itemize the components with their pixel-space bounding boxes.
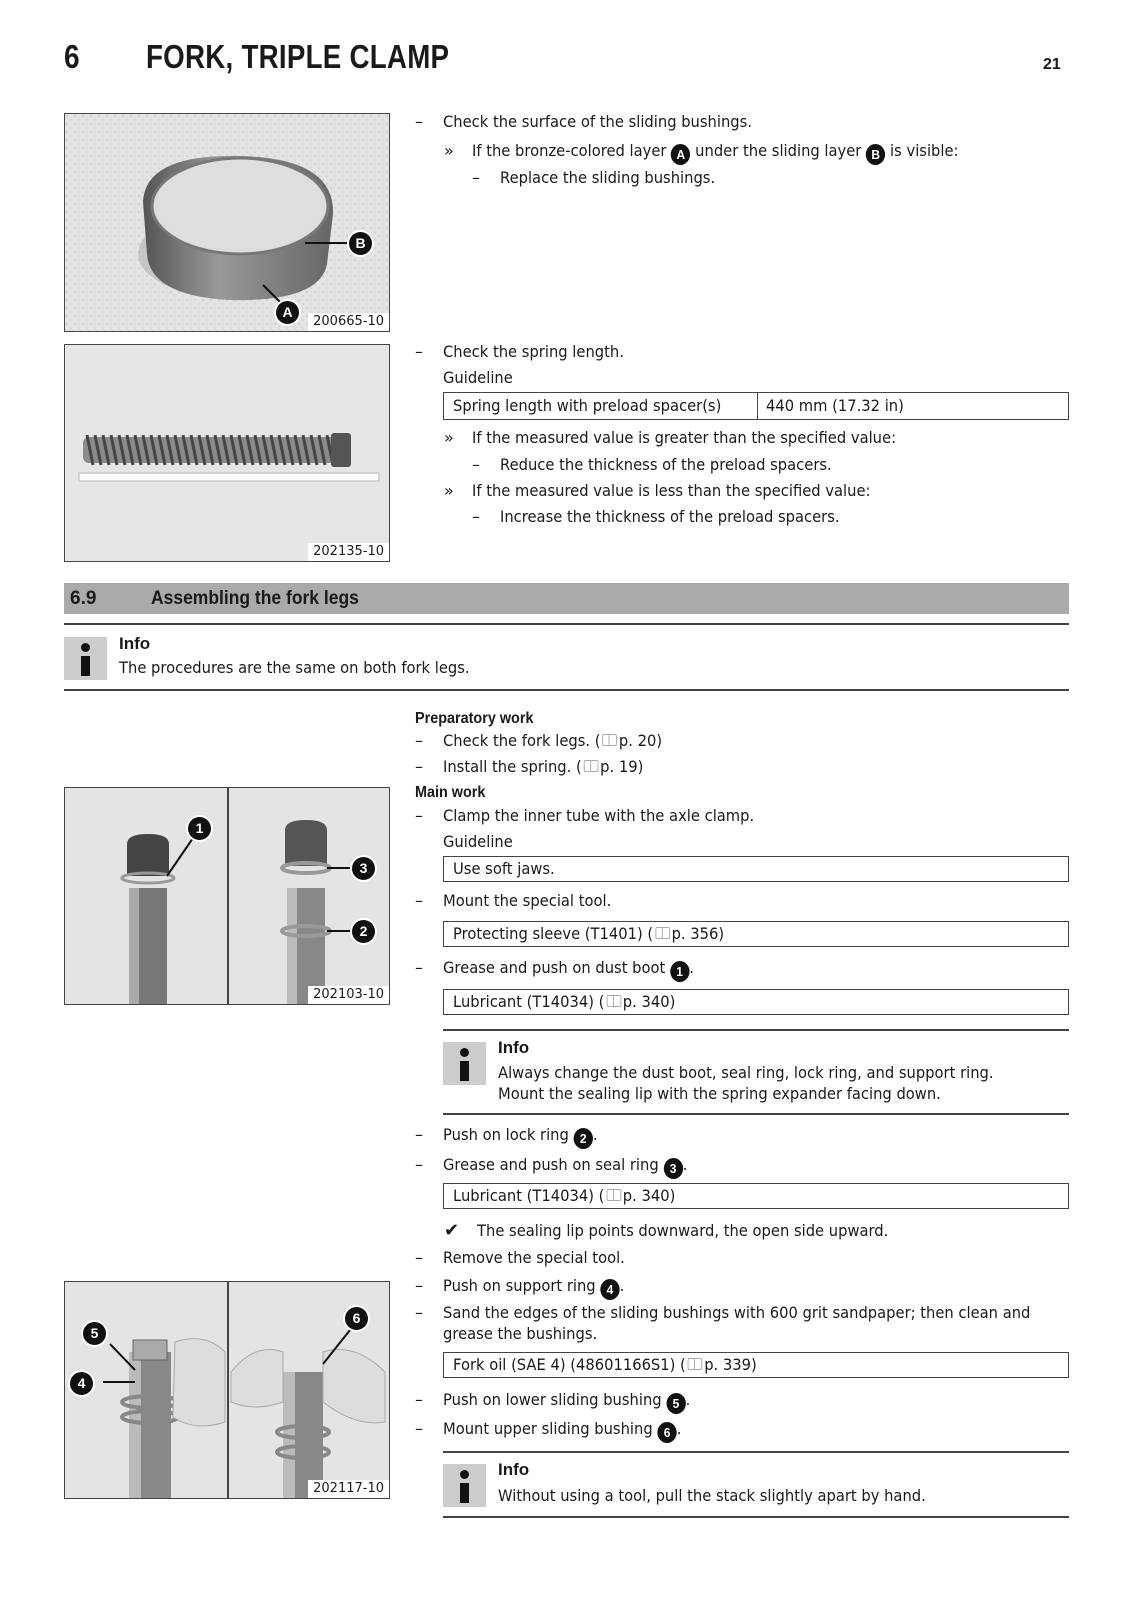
divider <box>443 1029 1069 1031</box>
step-text: Grease and push on seal ring <box>443 1155 659 1174</box>
fork-oil-text <box>453 1353 757 1377</box>
bullet-condition: » <box>444 481 454 500</box>
info-icon <box>443 1464 486 1507</box>
chapter-title: FORK, TRIPLE CLAMP <box>146 38 450 75</box>
period: . <box>682 1155 688 1174</box>
spec-label: Spring length with preload spacer(s) <box>453 396 722 415</box>
bullet-dash: – <box>472 168 480 187</box>
spec-table <box>443 392 1069 420</box>
main-work-heading: Main work <box>415 784 486 801</box>
book-icon <box>584 760 599 772</box>
info-text: The procedures are the same on both fork legs. <box>119 658 470 677</box>
info-icon <box>64 637 107 680</box>
label-1-inline: 1 <box>670 961 689 982</box>
step-push-lower-bushing <box>443 1390 690 1414</box>
book-icon <box>606 995 621 1007</box>
label-2-inline: 2 <box>574 1128 593 1149</box>
label-a: A <box>274 299 301 326</box>
tool-box <box>443 921 1069 947</box>
prep-step-install-spring <box>443 757 643 777</box>
prep-step-check-fork <box>443 731 662 751</box>
bullet-dash: – <box>415 958 423 977</box>
period: . <box>689 958 694 977</box>
bullet-dash: – <box>415 757 423 776</box>
label-a-inline: A <box>671 144 690 165</box>
book-icon <box>655 927 670 939</box>
guideline-label: Guideline <box>443 832 513 851</box>
label-1: 1 <box>186 815 213 842</box>
fork-oil-box <box>443 1352 1069 1378</box>
divider <box>443 1516 1069 1518</box>
lubricant-box <box>443 1183 1069 1209</box>
label-b: B <box>347 230 374 257</box>
step-clamp: Clamp the inner tube with the axle clamp. <box>443 806 755 825</box>
lubricant-text <box>453 1184 675 1208</box>
prep-step-text: Install the spring. ( <box>443 757 582 776</box>
step-push-support-ring <box>443 1276 624 1300</box>
bullet-dash: – <box>415 1276 423 1295</box>
step-text: Push on lower sliding bushing <box>443 1390 662 1409</box>
preparatory-heading: Preparatory work <box>415 710 534 727</box>
condition-text-2: under the sliding layer <box>695 141 862 160</box>
step-grease-seal-ring <box>443 1155 687 1179</box>
info-text: Without using a tool, pull the stack slightly apart by hand. <box>498 1486 926 1505</box>
label-4: 4 <box>68 1370 95 1397</box>
bullet-condition: » <box>444 428 454 447</box>
bushing-illustration <box>65 114 390 332</box>
bullet-dash: – <box>415 891 423 910</box>
label-5: 5 <box>81 1320 108 1347</box>
bullet-dash: – <box>415 112 423 131</box>
page-ref-link[interactable]: p. 339) <box>704 1355 757 1374</box>
page-ref-link[interactable]: p. 356) <box>671 924 725 943</box>
step-sand-line2: grease the bushings. <box>443 1324 598 1343</box>
divider <box>443 1113 1069 1115</box>
bullet-dash: – <box>415 1390 423 1409</box>
info-title: Info <box>119 634 151 653</box>
label-6: 6 <box>343 1305 370 1332</box>
step-push-lock-ring <box>443 1125 598 1149</box>
prep-step-text: Check the fork legs. ( <box>443 731 601 750</box>
period: . <box>676 1419 682 1438</box>
bullet-dash: – <box>415 1125 423 1144</box>
step-reduce: Reduce the thickness of the preload spacers. <box>500 455 832 474</box>
bullet-condition: » <box>444 141 454 160</box>
label-3-inline: 3 <box>663 1158 682 1179</box>
photo-dust-boot <box>64 787 390 1005</box>
spring-illustration <box>65 345 390 562</box>
divider <box>64 623 1069 625</box>
condition-bronze-layer <box>472 141 959 165</box>
label-6-inline: 6 <box>657 1422 676 1443</box>
lubricant-box <box>443 989 1069 1015</box>
image-id: 200665-10 <box>308 313 389 331</box>
step-replace-bushings: Replace the sliding bushings. <box>500 168 716 187</box>
image-id: 202117-10 <box>308 1480 389 1498</box>
book-icon <box>688 1358 703 1370</box>
chapter-number: 6 <box>64 38 80 75</box>
period: . <box>592 1125 598 1144</box>
spec-divider <box>757 393 758 419</box>
condition-less: If the measured value is less than the specified value: <box>472 481 871 500</box>
leader-line-b <box>305 242 347 244</box>
bullet-dash: – <box>415 1303 423 1322</box>
image-id: 202135-10 <box>308 543 389 561</box>
step-text: Mount upper sliding bushing <box>443 1419 653 1438</box>
bullet-dash: – <box>415 731 423 750</box>
bullet-dash: – <box>415 1155 423 1174</box>
bullet-dash: – <box>415 806 423 825</box>
info-icon <box>443 1042 486 1085</box>
info-text-line1: Always change the dust boot, seal ring, lock ring, and support ring. <box>498 1063 994 1082</box>
info-title: Info <box>498 1460 530 1479</box>
bullet-dash: – <box>472 507 480 526</box>
label-5-inline: 5 <box>666 1393 685 1414</box>
bullet-dash: – <box>415 1248 423 1267</box>
label-b-inline: B <box>866 144 885 165</box>
lubricant-text <box>453 990 675 1014</box>
step-grease-dust-boot <box>443 958 694 982</box>
guideline-text: Use soft jaws. <box>453 859 555 878</box>
check-icon: ✔ <box>444 1220 460 1241</box>
tool-text <box>453 922 724 946</box>
period: . <box>619 1276 625 1295</box>
step-mount-tool: Mount the special tool. <box>443 891 612 910</box>
page-ref-link[interactable]: p. 19) <box>600 757 644 776</box>
step-remove-tool: Remove the special tool. <box>443 1248 625 1267</box>
lubricant-name: Lubricant (T14034) ( <box>453 1186 605 1205</box>
period: . <box>685 1390 691 1409</box>
divider <box>443 1451 1069 1453</box>
lubricant-name: Lubricant (T14034) ( <box>453 992 605 1011</box>
section-number: 6.9 <box>70 588 97 609</box>
photo-sliding-bushings <box>64 1281 390 1499</box>
label-2: 2 <box>350 918 377 945</box>
step-mount-upper-bushing <box>443 1419 681 1443</box>
bullet-dash: – <box>415 1419 423 1438</box>
page-ref-link[interactable]: p. 20) <box>618 731 663 750</box>
guideline-box <box>443 856 1069 882</box>
page-number: 21 <box>1043 56 1061 73</box>
bullet-dash: – <box>415 342 423 361</box>
info-text-line2: Mount the sealing lip with the spring expander facing down. <box>498 1084 941 1103</box>
tool-name: Protecting sleeve (T1401) ( <box>453 924 654 943</box>
bullet-dash: – <box>472 455 480 474</box>
step-text: Grease and push on dust boot <box>443 958 666 977</box>
label-3: 3 <box>350 855 377 882</box>
guideline-label: Guideline <box>443 368 513 387</box>
info-title: Info <box>498 1038 530 1057</box>
condition-text-1: If the bronze-colored layer <box>472 141 667 160</box>
spec-value: 440 mm (17.32 in) <box>766 396 904 415</box>
condition-text-3: is visible: <box>890 141 959 160</box>
result-sealing-lip: The sealing lip points downward, the open side upward. <box>477 1221 889 1240</box>
fork-oil-name: Fork oil (SAE 4) (48601166S1) ( <box>453 1355 686 1374</box>
step-check-spring: Check the spring length. <box>443 342 624 361</box>
bushings-illustration <box>65 1282 390 1499</box>
photo-sliding-bushing <box>64 113 390 332</box>
label-4-inline: 4 <box>600 1279 619 1300</box>
step-sand-line1: Sand the edges of the sliding bushings with 600 grit sandpaper; then clean and <box>443 1303 1031 1322</box>
step-text: Push on lock ring <box>443 1125 569 1144</box>
dust-boot-illustration <box>65 788 390 1005</box>
step-increase: Increase the thickness of the preload spacers. <box>500 507 840 526</box>
divider <box>64 689 1069 691</box>
book-icon <box>606 1189 621 1201</box>
image-id: 202103-10 <box>308 986 389 1004</box>
photo-spring <box>64 344 390 562</box>
step-text: Push on support ring <box>443 1276 596 1295</box>
condition-greater: If the measured value is greater than the specified value: <box>472 428 897 447</box>
section-title: Assembling the fork legs <box>151 588 359 609</box>
page-ref-link[interactable]: p. 340) <box>622 1186 676 1205</box>
step-check-bushings: Check the surface of the sliding bushings. <box>443 112 753 131</box>
page-ref-link[interactable]: p. 340) <box>622 992 676 1011</box>
book-icon <box>602 734 617 746</box>
